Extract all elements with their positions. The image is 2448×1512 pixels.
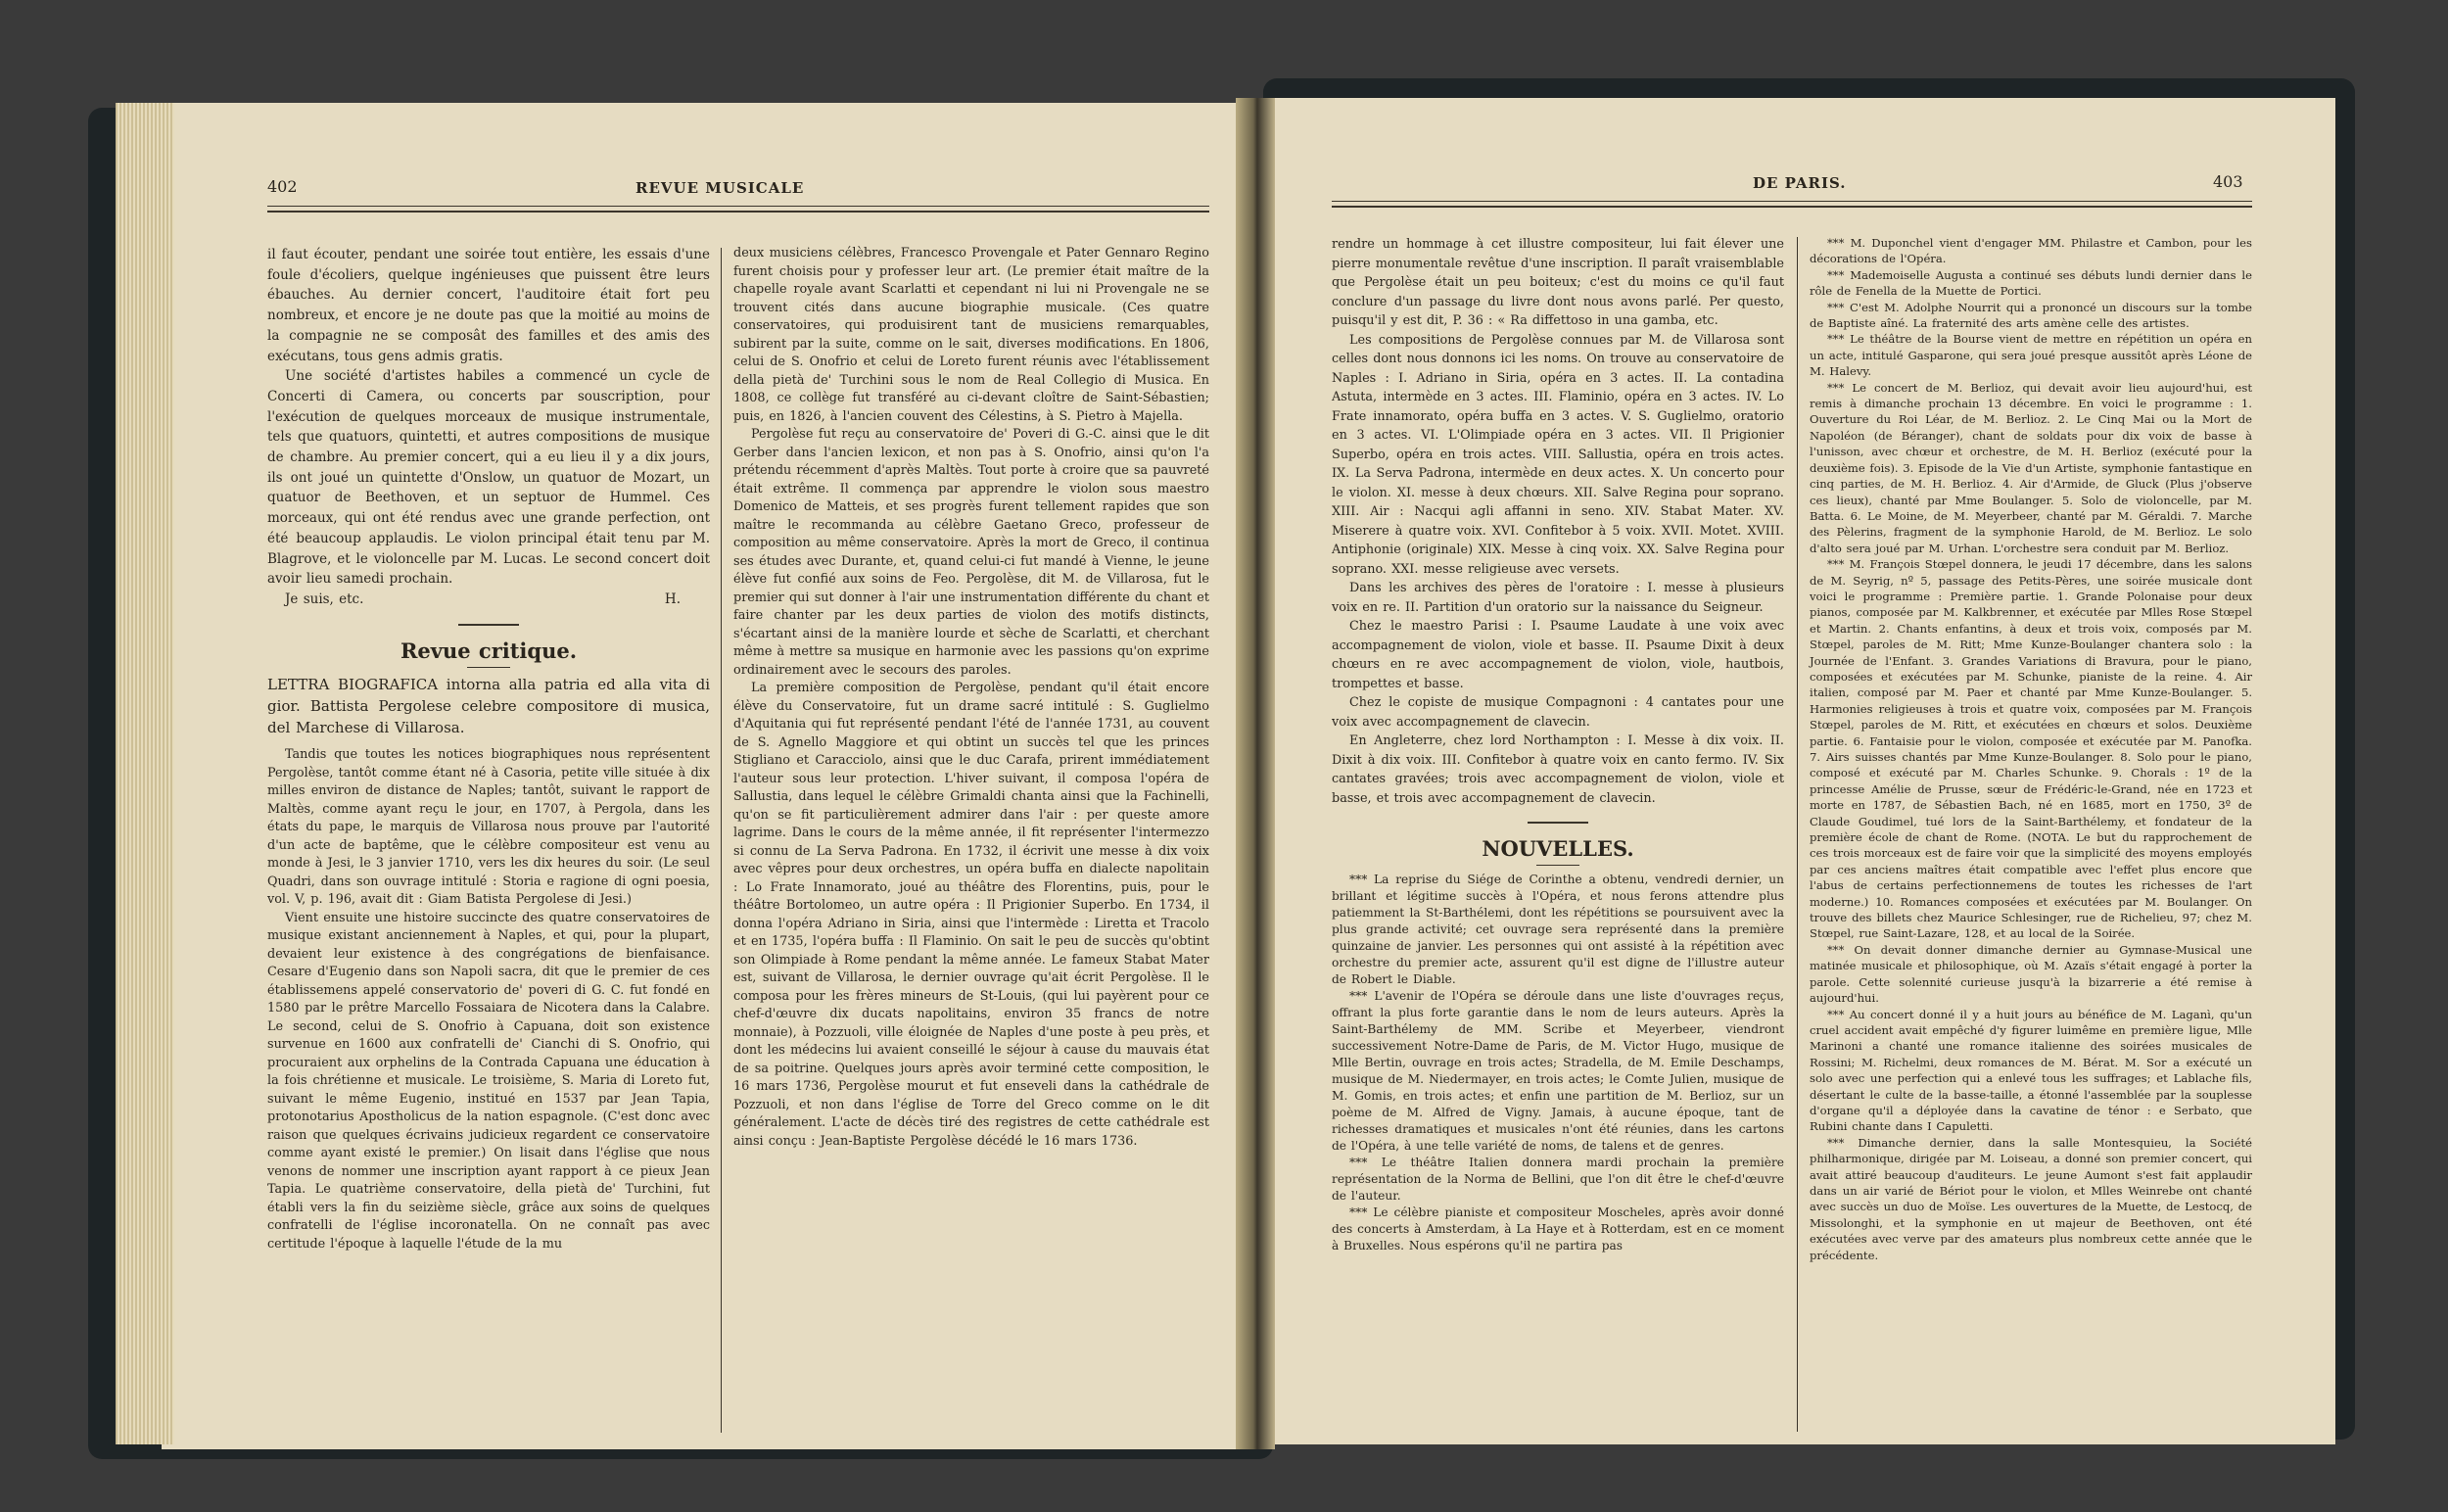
news-item: *** Dimanche dernier, dans la salle Montesquieu, la Société philharmonique, dirigée par M. Loiseau, a donné son premier concert, qui avait attiré beaucoup d'auditeurs. Le jeune Aumont s'est fait applaudir dans un air varié de Bériot pour le violon, et Mlles Weinrebe ont chanté avec succès un duo de Moïse. Les ouvertures de la Muette, de Lestocq, de Missolonghi, et la symphonie en ut majeur de Beethoven, ont été exécutées avec verve par des amateurs plus nombreux cette année que le précédente. xyxy=(1810,1135,2252,1262)
page-edges xyxy=(116,103,174,1444)
heading-rule xyxy=(467,667,510,668)
heading-rule xyxy=(1536,865,1579,866)
running-head: DE PARIS. xyxy=(1753,174,1847,192)
news-item: *** C'est M. Adolphe Nourrit qui a prononcé un discours sur la tombe de Baptiste aîné. La fraternité des arts amène celle des artistes. xyxy=(1810,300,2252,331)
running-head: REVUE MUSICALE xyxy=(636,179,805,197)
left-column-2 xyxy=(733,245,1209,1151)
review-title: LETTRA BIOGRAFICA intorna alla patria ed alla vita di gior. Battista Pergolese celebre compositore di musica, del Marchese di Villarosa. xyxy=(267,676,710,737)
paragraph: Dans les archives des pères de l'oratoire : I. messe à plusieurs voix en re. II. Partition d'un oratorio sur la naissance du Seigneur. xyxy=(1332,581,1784,615)
right-column-1 xyxy=(1332,235,1784,1254)
news-item: *** La reprise du Siége de Corinthe a obtenu, vendredi dernier, un brillant et légitime succès à l'Opéra, et nous ferons attendre plus patiemment la St-Barthélemi, dont les répétitions se poursuivent avec la plus grande activité; cet ouvrage sera représenté dans la première quinzaine de janvier. Les personnes qui ont assisté à la répétition avec orchestre du premier acte, assurent qu'il est digne de l'illustre auteur de Robert le Diable. xyxy=(1332,872,1784,986)
paragraph: deux musiciens célèbres, Francesco Provengale et Pater Gennaro Regino furent choisis pour y professer leur art. (Le premier était maître de la chapelle royale avant Scarlatti et cependant ni lui ni Provengale ne se trouvent cités dans aucune biographie musicale. (Ces quatre conservatoires, qui produisirent tant de musiciens remarquables, subirent par la suite, comme on le sait, diverses modifications. En 1806, celui de S. Onofrio et celui de Loreto furent réunis avec l'établissement della pietà de' Turchini sous le nom de Real Collegio di Musica. En 1808, ce collège fut transféré au ci-devant cloître de Saint-Sébastien; puis, en 1826, à l'ancien couvent des Célestins, à S. Pietro à Majella. xyxy=(733,246,1209,424)
news-item: *** Le concert de M. Berlioz, qui devait avoir lieu aujourd'hui, est remis à dimanche prochain 13 décembre. En voici le programme : 1. Ouverture du Roi Léar, de M. Berlioz. 2. Le Cinq Mai ou la Mort de Napoléon (de Béranger), chant de soldats pour dix voix de basse à l'unisson, avec chœur et orchestre, de M. H. Berlioz (exécuté pour la deuxième fois). 3. Episode de la Vie d'un Artiste, symphonie fantastique en cinq parties, de M. H. Berlioz. 4. Air d'Armide, de Gluck (Plus j'observe ces lieux), chanté par Mme Boulanger. 5. Solo de violoncelle, par M. Batta. 6. Le Moine, de M. Meyerbeer, chanté par M. Géraldi. 7. Marche des Pèlerins, fragment de la symphonie Harold, de M. Berlioz. Le solo d'alto sera joué par M. Urhan. L'orchestre sera conduit par M. Berlioz. xyxy=(1810,380,2252,555)
section-rule xyxy=(458,624,519,626)
column-divider xyxy=(1797,237,1798,1432)
news-item: *** On devait donner dimanche dernier au Gymnase-Musical une matinée musicale et philosophique, où M. Azaïs s'était engagé à porter la parole. Cette solennité curieuse jusqu'à la bizarrerie a été remise à aujourd'hui. xyxy=(1810,942,2252,1006)
section-rule xyxy=(1528,822,1588,824)
news-item: *** Le théâtre de la Bourse vient de mettre en répétition un opéra en un acte, intitulé Gasparone, qui sera joué presque aussitôt après Léone de M. Halevy. xyxy=(1810,332,2252,379)
signature: H. xyxy=(664,591,681,607)
news-item: *** L'avenir de l'Opéra se déroule dans une liste d'ouvrages reçus, offrant la plus forte garantie dans le nom de leurs auteurs. Après la Saint-Barthélemy de MM. Scribe et Meyerbeer, viendront successivement Notre-Dame de Paris, de M. Victor Hugo, musique de Mlle Bertin, ouvrage en trois actes; Stradella, de M. Emile Deschamps, musique de M. Niedermayer, en trois actes; le Comte Julien, musique de M. Gomis, en trois actes; et enfin une partition de M. Berlioz, sur un poème de M. Alfred de Vigny. Jamais, à aucune époque, tant de richesses dramatiques et musicales n'ont été réunies, dans les cartons de l'Opéra, à une telle variété de noms, de talens et de genres. xyxy=(1332,988,1784,1153)
news-item: *** M. François Stœpel donnera, le jeudi 17 décembre, dans les salons de M. Seyrig, nº 5, passage des Petits-Pères, une soirée musicale dont voici le programme : Première partie. 1. Grande Polonaise pour deux pianos, composée par M. Kalkbrenner, et exécutée par Mlles Rose Stœpel et Martin. 2. Chants enfantins, à deux et trois voix, composés par M. Stœpel, paroles de M. Ritt; Mme Kunze-Boulanger chantera solo : la Journée de l'Enfant. 3. Grandes Variations di Bravura, pour le piano, composées et exécutées par M. Schunke, pianiste de la reine. 4. Air italien, composé par M. Paer et chanté par Mme Kunze-Boulanger. 5. Harmonies religieuses à trois et quatre voix, composées par M. François Stœpel, paroles de M. Ritt, et exécutées en chœurs et solos. Deuxième partie. 6. Fantaisie pour le violon, composée et exécutée par M. Panofka. 7. Airs suisses chantés par Mme Kunze-Boulanger. 8. Solo pour le piano, composé et exécuté par M. Charles Schunke. 9. Chorals : 1º de la princesse Amélie de Prusse, sœur de Frédéric-le-Grand, née en 1723 et morte en 1787, de Sébastien Bach, né en 1685, mort en 1750, 3º de Claude Goudimel, tué lors de la Saint-Barthélemy, et fondateur de la première école de chant de Rome. (NOTA. Le but du rapprochement de ces trois morceaux est de faire voir que la simplicité des moyens employés par ces anciens maîtres était compatible avec l'effet plus encore que l'abus de certains perfectionnemens de toutes les richesses de l'art moderne.) 10. Romances composées et exécutées par M. Boulanger. On trouve des billets chez Maurice Schlesinger, rue de Richelieu, 97; chez M. Stœpel, rue Saint-Lazare, 128, et au local de la Soirée. xyxy=(1810,557,2252,941)
news-item: *** Le célèbre pianiste et compositeur Moscheles, après avoir donné des concerts à Amsterdam, à La Haye et à Rotterdam, est en ce moment à Bruxelles. Nous espérons qu'il ne partira pas xyxy=(1332,1205,1784,1252)
book-gutter xyxy=(1236,98,1275,1449)
section-heading: Revue critique. xyxy=(400,638,578,663)
right-column-2 xyxy=(1810,235,2252,1263)
paragraph: La première composition de Pergolèse, pendant qu'il était encore élève du Conservatoire, fut un drame sacré intitulé : S. Guglielmo d'Aquitania qui fut représenté pendant l'été de l'année 1731, au couvent de S. Agnello Maggiore et qui obtint un succès tel que les princes Stigliano et Caracciolo, ainsi que le duc Carafa, prirent immédiatement l'auteur sous leur protection. L'hiver suivant, il composa l'opéra de Sallustia, dans lequel le célèbre Grimaldi chanta ainsi que la Fachinelli, qu'on se fit particulièrement admirer dans l'air : per queste amore lagrime. Dans le cours de la même année, il fit représenter l'intermezzo si connu de La Serva Padrona. En 1732, il écrivit une messe à dix voix avec vêpres pour deux orchestres, un opéra buffa en dialecte napolitain : Lo Frate Innamorato, joué au théâtre des Florentins, puis, pour le théâtre Bortolomeo, un autre opéra : Il Prigionier Superbo. En 1734, il donna l'opéra Adriano in Siria, ainsi que l'intermède : Liretta et Tracolo et en 1735, l'opéra buffa : Il Flaminio. On sait le peu de succès qu'obtint son Olimpiade à Rome pendant la même année. Le fameux Stabat Mater est, suivant de Villarosa, le dernier ouvrage qu'ait écrit Pergolèse. Il le composa pour les frères mineurs de St-Louis, (qui lui payèrent pour ce chef-d'œuvre dix ducats napolitains, environ 35 francs de notre monnaie), à Pozzuoli, ville éloignée de Naples d'une poste à peu près, et dont les médecins lui avaient conseillé le séjour à cause du mauvais état de sa poitrine. Quelques jours après avoir terminé cette composition, le 16 mars 1736, Pergolèse mourut et fut enseveli dans la cathédrale de Pozzuoli, et non dans l'église de Torre del Greco comme on le dit généralement. L'acte de décès tiré des registres de cette cathédrale est ainsi conçu : Jean-Baptiste Pergolèse décédé le 16 mars 1736. xyxy=(733,681,1209,1149)
closing: Je suis, etc. xyxy=(285,591,364,607)
news-item: *** Mademoiselle Augusta a continué ses débuts lundi dernier dans le rôle de Fenella de la Muette de Portici. xyxy=(1810,267,2252,299)
column-divider xyxy=(721,248,722,1433)
section-heading: NOUVELLES. xyxy=(1482,836,1634,861)
paragraph: Chez le maestro Parisi : I. Psaume Laudate à une voix avec accompagnement de violon, viole et basse. II. Psaume Dixit à deux chœurs en re avec accompagnement de violon, viole, hautbois, trompettes et basse. xyxy=(1332,619,1784,691)
header-rule xyxy=(1332,201,2252,208)
news-item: *** Le théâtre Italien donnera mardi prochain la première représentation de la Norma de Bellini, que l'on dit être le chef-d'œuvre de l'auteur. xyxy=(1332,1155,1784,1203)
right-page xyxy=(1263,98,2335,1444)
paragraph: Vient ensuite une histoire succincte des quatre conservatoires de musique existant anciennement à Naples, et qui, pour la plupart, devaient leur existence à des congrégations de bienfaisance. Cesare d'Eugenio dans son Napoli sacra, dit que le premier de ces établissemens appelé conservatorio de' poveri di G. C. fut fondé en 1580 par le prêtre Marcello Fossaiara de Nicotera dans la Calabre. Le second, celui de S. Onofrio à Capuana, doit son existence survenue en 1600 aux confratelli de' Cianchi di S. Onofrio, qui procuraient aux orphelins de la Contrada Capuana une éducation à la fois chrétienne et musicale. Le troisième, S. Maria di Loreto fut, suivant le même Eugenio, institué en 1537 par Jean Tapia, protonotarius Apostholicus de la nation espagnole. (C'est donc avec raison que quelques écrivains judicieux regardent ce conservatoire comme ayant existé le premier.) On lisait dans l'église que nous venons de nommer une inscription ayant rapport à ce pieux Jean Tapia. Le quatrième conservatoire, della pietà de' Turchini, fut établi vers la fin du seizième siècle, grâce aux soins de quelques confratelli de l'église incoronatella. On ne connaît pas avec certitude l'époque à laquelle l'étude de la mu xyxy=(267,910,710,1252)
paragraph: En Angleterre, chez lord Northampton : I. Messe à dix voix. II. Dixit à dix voix. III. Confitebor à quatre voix en canto fermo. IV. Six cantates gravées; trois avec accompagnement de violon, viole et basse, et trois avec accompagnement de clavecin. xyxy=(1332,733,1784,806)
signature-line xyxy=(267,590,710,610)
header-rule xyxy=(267,206,1209,213)
page-number: 403 xyxy=(2213,172,2243,191)
page-number: 402 xyxy=(267,177,298,196)
left-column-1 xyxy=(267,245,710,1253)
paragraph: Les compositions de Pergolèse connues par M. de Villarosa sont celles dont nous donnons ici les noms. On trouve au conservatoire de Naples : I. Adriano in Siria, opéra en 3 actes. II. La contadina Astuta, intermède en 3 actes. III. Flaminio, opéra en 3 actes. IV. Lo Frate innamorato, opéra buffa en 3 actes. V. S. Guglielmo, oratorio en 3 actes. VI. L'Olimpiade opéra en 3 actes. VII. Il Prigionier Superbo, opéra en trois actes. VIII. Sallustia, opéra en trois actes. IX. La Serva Padrona, intermède en deux actes. X. Un concerto pour le violon. XI. messe à deux chœurs. XII. Salve Regina pour soprano. XIII. Air : Nacqui agli affanni in seno. XIV. Stabat Mater. XV. Miserere à quatre voix. XVI. Confitebor à 5 voix. XVII. Motet. XVIII. Antiphonie (originale) XIX. Messe à cinq voix. XX. Salve Regina pour soprano. XXI. messe religieuse avec versets. xyxy=(1332,332,1784,577)
paragraph: rendre un hommage à cet illustre compositeur, lui fait élever une pierre monumentale revêtue d'une inscription. Il paraît vraisemblable que Pergolèse était un peu boiteux; c'est du moins ce qu'il faut conclure d'un passage du livre dont nous avons parlé. Per questo, puisqu'il y est dit, P. 36 : « Ra diffettoso in una gamba, etc. xyxy=(1332,237,1784,328)
news-item: *** Au concert donné il y a huit jours au bénéfice de M. Laganì, qu'un cruel accident avait empêché d'y figurer luimême en première ligue, Mlle Marinoni a chanté une romance italienne des soirées musicales de Rossini; M. Richelmi, deux romances de M. Bérat. M. Sor a exécuté un solo avec une perfection qui a enlevé tous les suffrages; et Lablache fils, désertant le culte de la basse-taille, a étonné l'assemblée par la souplesse d'organe qu'il a déployée dans la cavatine de ténor : e Serbato, que Rubini chante dans I Capuletti. xyxy=(1810,1007,2252,1134)
left-page xyxy=(162,103,1244,1449)
news-item: *** M. Duponchel vient d'engager MM. Philastre et Cambon, pour les décorations de l'Opéra. xyxy=(1810,236,2252,266)
paragraph: Pergolèse fut reçu au conservatoire de' Poveri di G.-C. ainsi que le dit Gerber dans l'ancien lexicon, et non pas à S. Onofrio, ainsi qu'on l'a prétendu récemment d'après Maltès. Tout porte à croire que sa pauvreté était extrême. Il commença par apprendre le violon sous maestro Domenico de Matteis, et ses progrès furent tellement rapides que son maître le recommanda au célèbre Gaetano Greco, professeur de composition au même conservatoire. Après la mort de Greco, il continua ses études avec Durante, et, quand celui-ci fut mandé à Vienne, le jeune élève fut confié aux soins de Feo. Pergolèse, dit M. de Villarosa, fut le premier qui sut donner à l'air une instrumentation différente du chant et faire chanter par les deux parties de violon des motifs distincts, s'écartant ainsi de la manière lourde et sèche de Scarlatti, et cherchant même à mettre sa musique en harmonie avec les passions qu'on exprime ordinairement avec le secours des paroles. xyxy=(733,427,1209,678)
paragraph: il faut écouter, pendant une soirée tout entière, les essais d'une foule d'écoliers, quelque ingénieuses que puissent être leurs ébauches. Au dernier concert, l'auditoire était fort peu nombreux, et encore je ne doute pas que la moitié au moins de la compagnie ne se composât des familles et des amis des exécutans, tous gens admis gratis. xyxy=(267,247,710,364)
paragraph: Une société d'artistes habiles a commencé un cycle de Concerti di Camera, ou concerts par souscription, pour l'exécution de quelques morceaux de musique instrumentale, tels que quatuors, quintetti, et autres compositions de musique de chambre. Au premier concert, qui a eu lieu il y a dix jours, ils ont joué un quintette d'Onslow, un quatuor de Mozart, un quatuor de Beethoven, et un septuor de Hummel. Ces morceaux, qui ont été rendus avec une grande perfection, ont été beaucoup applaudis. Le violon principal était tenu par M. Blagrove, et le violoncelle par M. Lucas. Le second concert doit avoir lieu samedi prochain. xyxy=(267,368,710,588)
paragraph: Chez le copiste de musique Compagnoni : 4 cantates pour une voix avec accompagnement de clavecin. xyxy=(1332,695,1784,730)
paragraph: Tandis que toutes les notices biographiques nous représentent Pergolèse, tantôt comme étant né à Casoria, petite ville située à dix milles environ de distance de Naples; tantôt, suivant le rapport de Maltès, comme ayant reçu le jour, en 1707, à Pergola, dans les états du pape, le marquis de Villarosa nous prouve par l'autorité d'un acte de baptême, que le célèbre compositeur est venu au monde à Jesi, le 3 janvier 1710, vers les dix heures du soir. (Le seul Quadri, dans son ouvrage intitulé : Storia e ragione di ogni poesia, vol. V, p. 196, avait dit : Giam Batista Pergolese di Jesi.) xyxy=(267,747,710,908)
